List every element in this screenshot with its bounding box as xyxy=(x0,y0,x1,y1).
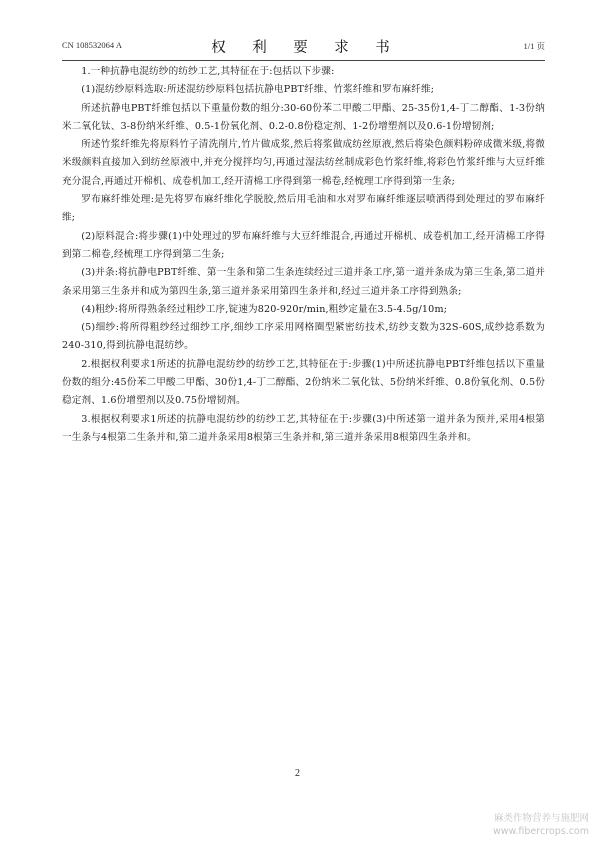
claim-1-bamboo-fiber: 所述竹浆纤维先将原料竹子清洗削片,竹片做成浆,然后将浆做成纺丝原液,然后将染色颜料粉碎成微米级,将微米级颜料直接加入到纺丝原液中,并充分搅拌均匀,再通过湿法纺丝制成彩色竹浆纤维,将彩色竹浆纤维与大豆纤维充分混合,再通过开棉机、成卷机加工,经开清棉工序得到第一棉卷,经梳理工序得到第一生条; xyxy=(62,139,545,187)
claim-1-intro: 1.一种抗静电混纺纱的纺纱工艺,其特征在于:包括以下步骤: xyxy=(81,66,335,77)
claim-1-step-1: (1)混纺纱原料选取:所述混纺纱原料包括抗静电PBT纤维、竹浆纤维和罗布麻纤维; xyxy=(81,84,435,96)
page-number: 2 xyxy=(295,768,300,779)
claim-2: 2.根据权利要求1所述的抗静电混纺纱的纺纱工艺,其特征在于:步骤(1)中所述抗静电PBT纤维包括以下重量份数的组分:45份苯二甲酸二甲酯、30份1,4-丁二醇酯、2份纳米二氧化钛、5份纳米纤维、0.8份氧化剂、0.5份稳定剂、1.6份增塑剂以及0.75份增韧剂。 xyxy=(62,358,545,407)
header-divider xyxy=(62,60,545,61)
claim-1-step-3: (3)并条:将抗静电PBT纤维、第一生条和第二生条连续经过三道并条工序,第一道并条成为第三生条,第二道并条采用第三生条并和成为第四生条,第三道并条采用第四生条并和,经过三道并条工序得到熟条; xyxy=(62,267,545,297)
claim-1-step-2: (2)原料混合:将步骤(1)中处理过的罗布麻纤维与大豆纤维混合,再通过开棉机、成卷机加工,经开清棉工序得到第二棉卷,经梳理工序得到第二生条; xyxy=(62,230,545,260)
claims-body xyxy=(62,63,545,447)
claim-3: 3.根据权利要求1所述的抗静电混纺纱的纺纱工艺,其特征在于:步骤(3)中所述第一道并条为预并,采用4根第一生条与4根第二生条并和,第二道并条采用8根第三生条并和,第三道并条采用8根第四生条并和。 xyxy=(62,413,545,443)
page-count: 1/1 页 xyxy=(523,41,545,51)
claim-1-apocynum-treatment: 罗布麻纤维处理:是先将罗布麻纤维化学脱胶,然后用毛油和水对罗布麻纤维逐层喷洒得到处理过的罗布麻纤维; xyxy=(62,194,545,224)
watermark-name: 麻类作物营养与施肥网 xyxy=(493,813,589,824)
site-watermark xyxy=(493,812,589,838)
document-header xyxy=(62,30,545,58)
document-title: 权 利 要 求 书 xyxy=(211,40,396,56)
publication-number: CN 108532064 A xyxy=(62,40,122,50)
watermark-url: www.fibercrops.com xyxy=(492,826,589,837)
claim-1-step-5: (5)细纱:将所得粗纱经过细纱工序,细纱工序采用网格圈型紧密纺技术,纺纱支数为32S-60S,成纱捻系数为240-310,得到抗静电混纺纱。 xyxy=(62,322,545,352)
claim-1-pbt-composition: 所述抗静电PBT纤维包括以下重量份数的组分:30-60份苯二甲酸二甲酯、25-35份1,4-丁二醇酯、1-3份纳米二氧化钛、3-8份纳米纤维、0.5-1份氧化剂、0.2-0.8份稳定剂、1-2份增塑剂以及0.6-1份增韧剂; xyxy=(62,102,545,132)
claim-1-step-4: (4)粗纱:将所得熟条经过粗纱工序,锭速为820-920r/min,粗纱定量在3.5-4.5g/10m; xyxy=(81,303,448,315)
